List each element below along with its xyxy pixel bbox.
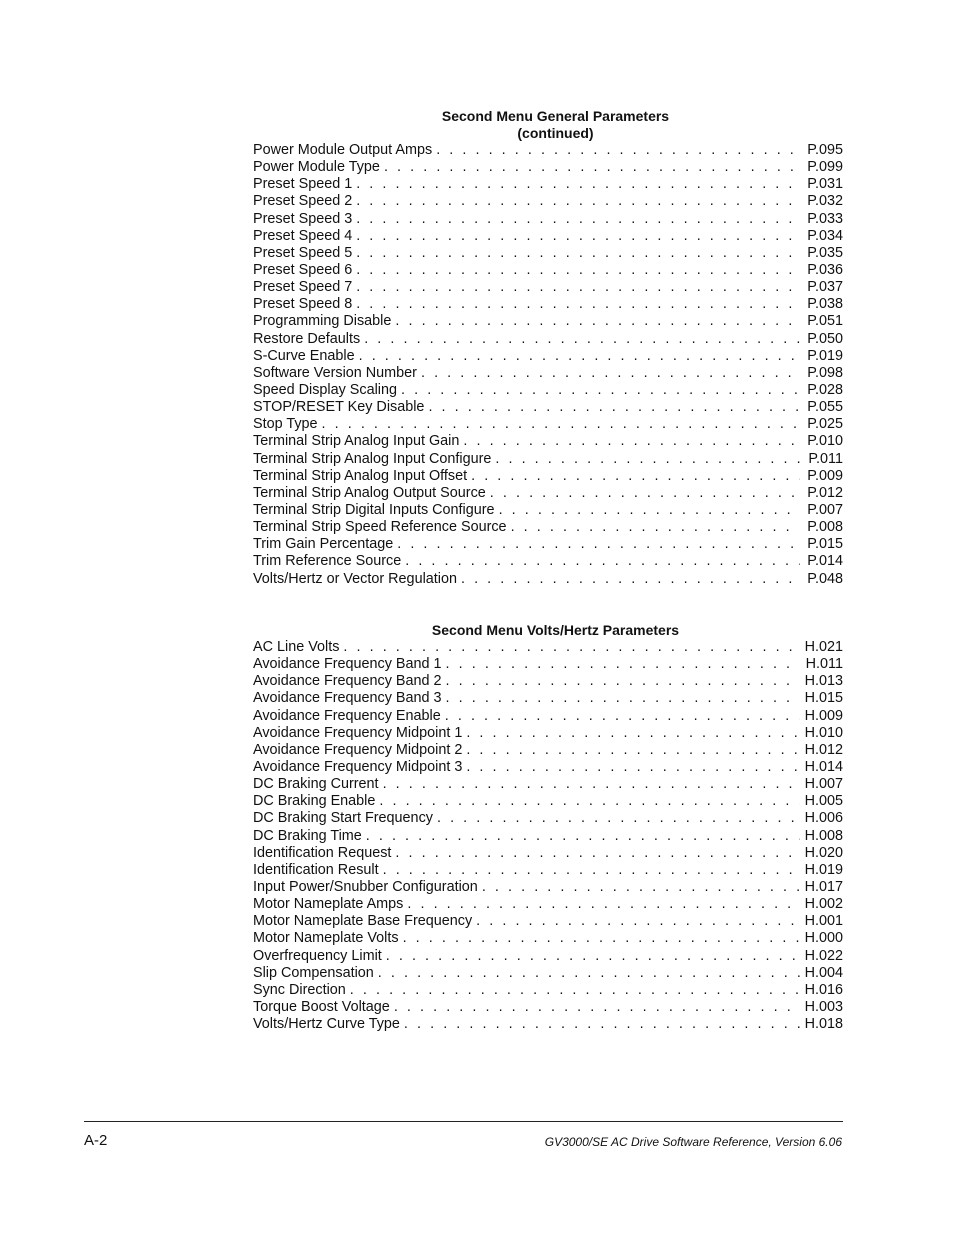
index-entry [253, 193, 843, 210]
parameter-code: H.020 [804, 844, 843, 861]
parameter-name: DC Braking Current [253, 776, 379, 793]
parameter-name: Avoidance Frequency Midpoint 1 [253, 724, 463, 741]
index-entry [253, 965, 843, 982]
parameter-name: DC Braking Start Frequency [253, 810, 433, 827]
dot-leader [445, 708, 800, 725]
index-entry [253, 262, 843, 279]
index-entry [253, 982, 843, 999]
index-entry [253, 468, 843, 485]
parameter-code: H.013 [804, 673, 843, 690]
parameter-name: Volts/Hertz or Vector Regulation [253, 570, 457, 587]
index-entry [253, 930, 843, 947]
parameter-name: Avoidance Frequency Band 1 [253, 656, 442, 673]
index-entry [253, 536, 843, 553]
parameter-code: P.099 [807, 159, 843, 176]
parameter-code: P.009 [807, 467, 843, 484]
parameter-code: P.012 [807, 484, 843, 501]
dot-leader [437, 810, 800, 827]
parameter-name: Volts/Hertz Curve Type [253, 1016, 400, 1033]
parameter-name: Terminal Strip Analog Input Configure [253, 450, 492, 467]
dot-leader [378, 965, 800, 982]
parameter-name: Programming Disable [253, 313, 392, 330]
index-entry [253, 485, 843, 502]
parameter-name: Terminal Strip Digital Inputs Configure [253, 501, 495, 518]
parameter-code: P.031 [807, 176, 843, 193]
dot-leader [395, 313, 800, 330]
parameter-code: P.007 [807, 501, 843, 518]
parameter-code: H.007 [804, 776, 843, 793]
dot-leader [421, 365, 800, 382]
parameter-code: H.005 [804, 793, 843, 810]
index-entry [253, 999, 843, 1016]
dot-leader [379, 793, 799, 810]
index-entry [253, 793, 843, 810]
index-entry [253, 690, 843, 707]
parameter-code: H.000 [804, 930, 843, 947]
dot-leader [364, 331, 800, 348]
dot-leader [499, 502, 800, 519]
dot-leader [466, 742, 799, 759]
parameter-name: Motor Nameplate Amps [253, 896, 404, 913]
index-entry [253, 502, 843, 519]
dot-leader [403, 930, 800, 947]
index-entry [253, 913, 843, 930]
parameter-name: Overfrequency Limit [253, 947, 382, 964]
volts-hertz-parameters-section [253, 622, 843, 1033]
dot-leader [359, 348, 800, 365]
parameter-name: Identification Result [253, 861, 379, 878]
index-entry [253, 948, 843, 965]
dot-leader [407, 896, 799, 913]
parameter-name: Preset Speed 3 [253, 210, 353, 227]
parameter-code: P.051 [807, 313, 843, 330]
index-entry [253, 142, 843, 159]
parameter-code: H.022 [804, 947, 843, 964]
volts-hertz-parameter-list [253, 639, 843, 1033]
parameter-code: H.012 [804, 741, 843, 758]
dot-leader [356, 228, 800, 245]
parameter-code: P.095 [807, 142, 843, 158]
dot-leader [383, 862, 800, 879]
dot-leader [446, 673, 800, 690]
document-title: GV3000/SE AC Drive Software Reference, Version 6.06 [544, 1135, 842, 1149]
dot-leader [366, 828, 800, 845]
section-title: Second Menu Volts/Hertz Parameters [431, 622, 680, 638]
dot-leader [386, 948, 800, 965]
parameter-code: H.001 [804, 913, 843, 930]
dot-leader [495, 451, 800, 468]
index-entry [253, 296, 843, 313]
general-parameter-list [253, 142, 843, 588]
parameter-name: Stop Type [253, 416, 318, 433]
index-entry [253, 211, 843, 228]
dot-leader [343, 639, 799, 656]
index-entry [253, 673, 843, 690]
parameter-code: P.048 [807, 570, 843, 587]
parameter-name: STOP/RESET Key Disable [253, 399, 425, 416]
parameter-code: H.019 [804, 861, 843, 878]
parameter-code: P.035 [807, 244, 843, 261]
parameter-code: P.098 [807, 364, 843, 381]
general-parameters-section [253, 108, 843, 588]
parameter-name: Restore Defaults [253, 330, 361, 347]
dot-leader [466, 759, 799, 776]
dot-leader [394, 999, 800, 1016]
parameter-code: H.002 [804, 896, 843, 913]
parameter-name: DC Braking Enable [253, 793, 376, 810]
index-entry [253, 176, 843, 193]
dot-leader [356, 279, 800, 296]
parameter-name: Preset Speed 6 [253, 261, 353, 278]
index-entry [253, 879, 843, 896]
dot-leader [405, 553, 800, 570]
dot-leader [356, 176, 800, 193]
index-entry [253, 399, 843, 416]
index-entry [253, 571, 843, 588]
index-entry [253, 279, 843, 296]
parameter-code: H.008 [804, 827, 843, 844]
index-entry [253, 519, 843, 536]
parameter-name: DC Braking Time [253, 827, 362, 844]
parameter-name: Terminal Strip Analog Output Source [253, 484, 486, 501]
index-entry [253, 742, 843, 759]
index-entry [253, 759, 843, 776]
parameter-code: P.038 [807, 296, 843, 313]
dot-leader [356, 296, 800, 313]
index-entry [253, 639, 843, 656]
parameter-code: H.004 [804, 964, 843, 981]
index-entry [253, 896, 843, 913]
parameter-name: Software Version Number [253, 364, 417, 381]
dot-leader [428, 399, 800, 416]
parameter-name: Sync Direction [253, 981, 346, 998]
parameter-name: Preset Speed 4 [253, 227, 353, 244]
parameter-name: Avoidance Frequency Band 2 [253, 673, 442, 690]
dot-leader [356, 245, 800, 262]
dot-leader [397, 536, 800, 553]
dot-leader [356, 193, 800, 210]
parameter-code: P.010 [807, 433, 843, 450]
parameter-code: H.015 [804, 690, 843, 707]
parameter-code: P.011 [808, 450, 843, 467]
index-entry [253, 433, 843, 450]
dot-leader [395, 845, 799, 862]
index-entry [253, 725, 843, 742]
parameter-name: Trim Reference Source [253, 553, 402, 570]
index-entry [253, 159, 843, 176]
dot-leader [511, 519, 800, 536]
index-entry [253, 382, 843, 399]
parameter-code: P.034 [807, 227, 843, 244]
dot-leader [404, 1016, 800, 1033]
parameter-name: Preset Speed 7 [253, 279, 353, 296]
dot-leader [490, 485, 800, 502]
parameter-name: Avoidance Frequency Midpoint 3 [253, 758, 463, 775]
parameter-name: Terminal Strip Analog Input Offset [253, 467, 468, 484]
index-entry [253, 862, 843, 879]
index-entry [253, 656, 843, 673]
parameter-name: Motor Nameplate Base Frequency [253, 913, 473, 930]
index-entry [253, 348, 843, 365]
parameter-name: AC Line Volts [253, 639, 340, 655]
parameter-code: H.017 [804, 878, 843, 895]
parameter-code: P.032 [807, 193, 843, 210]
dot-leader [482, 879, 800, 896]
parameter-code: P.008 [807, 519, 843, 536]
dot-leader [446, 690, 800, 707]
index-entry [253, 331, 843, 348]
dot-leader [322, 416, 800, 433]
index-entry [253, 1016, 843, 1033]
dot-leader [401, 382, 800, 399]
dot-leader [383, 776, 800, 793]
parameter-name: Preset Speed 2 [253, 193, 353, 210]
page-number: A-2 [84, 1132, 108, 1149]
parameter-code: H.016 [804, 981, 843, 998]
parameter-code: P.014 [807, 553, 843, 570]
section-subtitle: (continued) [517, 125, 594, 141]
parameter-name: Terminal Strip Analog Input Gain [253, 433, 460, 450]
parameter-code: H.009 [804, 707, 843, 724]
dot-leader [476, 913, 799, 930]
parameter-code: P.037 [807, 279, 843, 296]
parameter-name: Torque Boost Voltage [253, 998, 390, 1015]
parameter-name: Preset Speed 8 [253, 296, 353, 313]
index-entry [253, 708, 843, 725]
parameter-name: Avoidance Frequency Midpoint 2 [253, 741, 463, 758]
dot-leader [356, 262, 800, 279]
parameter-name: Slip Compensation [253, 964, 374, 981]
index-entry [253, 828, 843, 845]
parameter-code: P.019 [807, 347, 843, 364]
index-entry [253, 313, 843, 330]
index-entry [253, 416, 843, 433]
dot-leader [446, 656, 800, 673]
index-entry [253, 245, 843, 262]
dot-leader [384, 159, 800, 176]
parameter-name: Speed Display Scaling [253, 381, 397, 398]
footer-rule [84, 1121, 843, 1122]
parameter-name: Avoidance Frequency Enable [253, 707, 441, 724]
parameter-code: H.003 [804, 998, 843, 1015]
parameter-name: Input Power/Snubber Configuration [253, 878, 478, 895]
parameter-code: P.025 [807, 416, 843, 433]
parameter-name: Trim Gain Percentage [253, 536, 394, 553]
parameter-code: H.011 [805, 656, 843, 673]
dot-leader [350, 982, 800, 999]
parameter-name: Motor Nameplate Volts [253, 930, 399, 947]
parameter-name: Power Module Output Amps [253, 142, 433, 158]
parameter-code: H.021 [804, 639, 843, 655]
index-entry [253, 228, 843, 245]
parameter-code: H.006 [804, 810, 843, 827]
index-entry [253, 810, 843, 827]
parameter-name: Avoidance Frequency Band 3 [253, 690, 442, 707]
parameter-code: H.018 [804, 1016, 843, 1033]
parameter-name: Preset Speed 1 [253, 176, 353, 193]
index-entry [253, 776, 843, 793]
parameter-code: P.036 [807, 261, 843, 278]
dot-leader [471, 468, 800, 485]
parameter-name: Identification Request [253, 844, 392, 861]
section-title: Second Menu General Parameters [441, 108, 670, 124]
parameter-name: Terminal Strip Speed Reference Source [253, 519, 507, 536]
dot-leader [436, 142, 800, 159]
dot-leader [463, 433, 800, 450]
index-entry [253, 365, 843, 382]
parameter-code: P.033 [807, 210, 843, 227]
parameter-code: P.028 [807, 381, 843, 398]
parameter-code: H.014 [804, 758, 843, 775]
parameter-name: S-Curve Enable [253, 347, 355, 364]
parameter-code: H.010 [804, 724, 843, 741]
dot-leader [356, 211, 800, 228]
parameter-code: P.015 [807, 536, 843, 553]
index-entry [253, 845, 843, 862]
index-entry [253, 553, 843, 570]
parameter-code: P.050 [807, 330, 843, 347]
parameter-name: Power Module Type [253, 159, 380, 176]
dot-leader [461, 571, 800, 588]
parameter-code: P.055 [807, 399, 843, 416]
parameter-name: Preset Speed 5 [253, 244, 353, 261]
dot-leader [466, 725, 799, 742]
index-entry [253, 451, 843, 468]
